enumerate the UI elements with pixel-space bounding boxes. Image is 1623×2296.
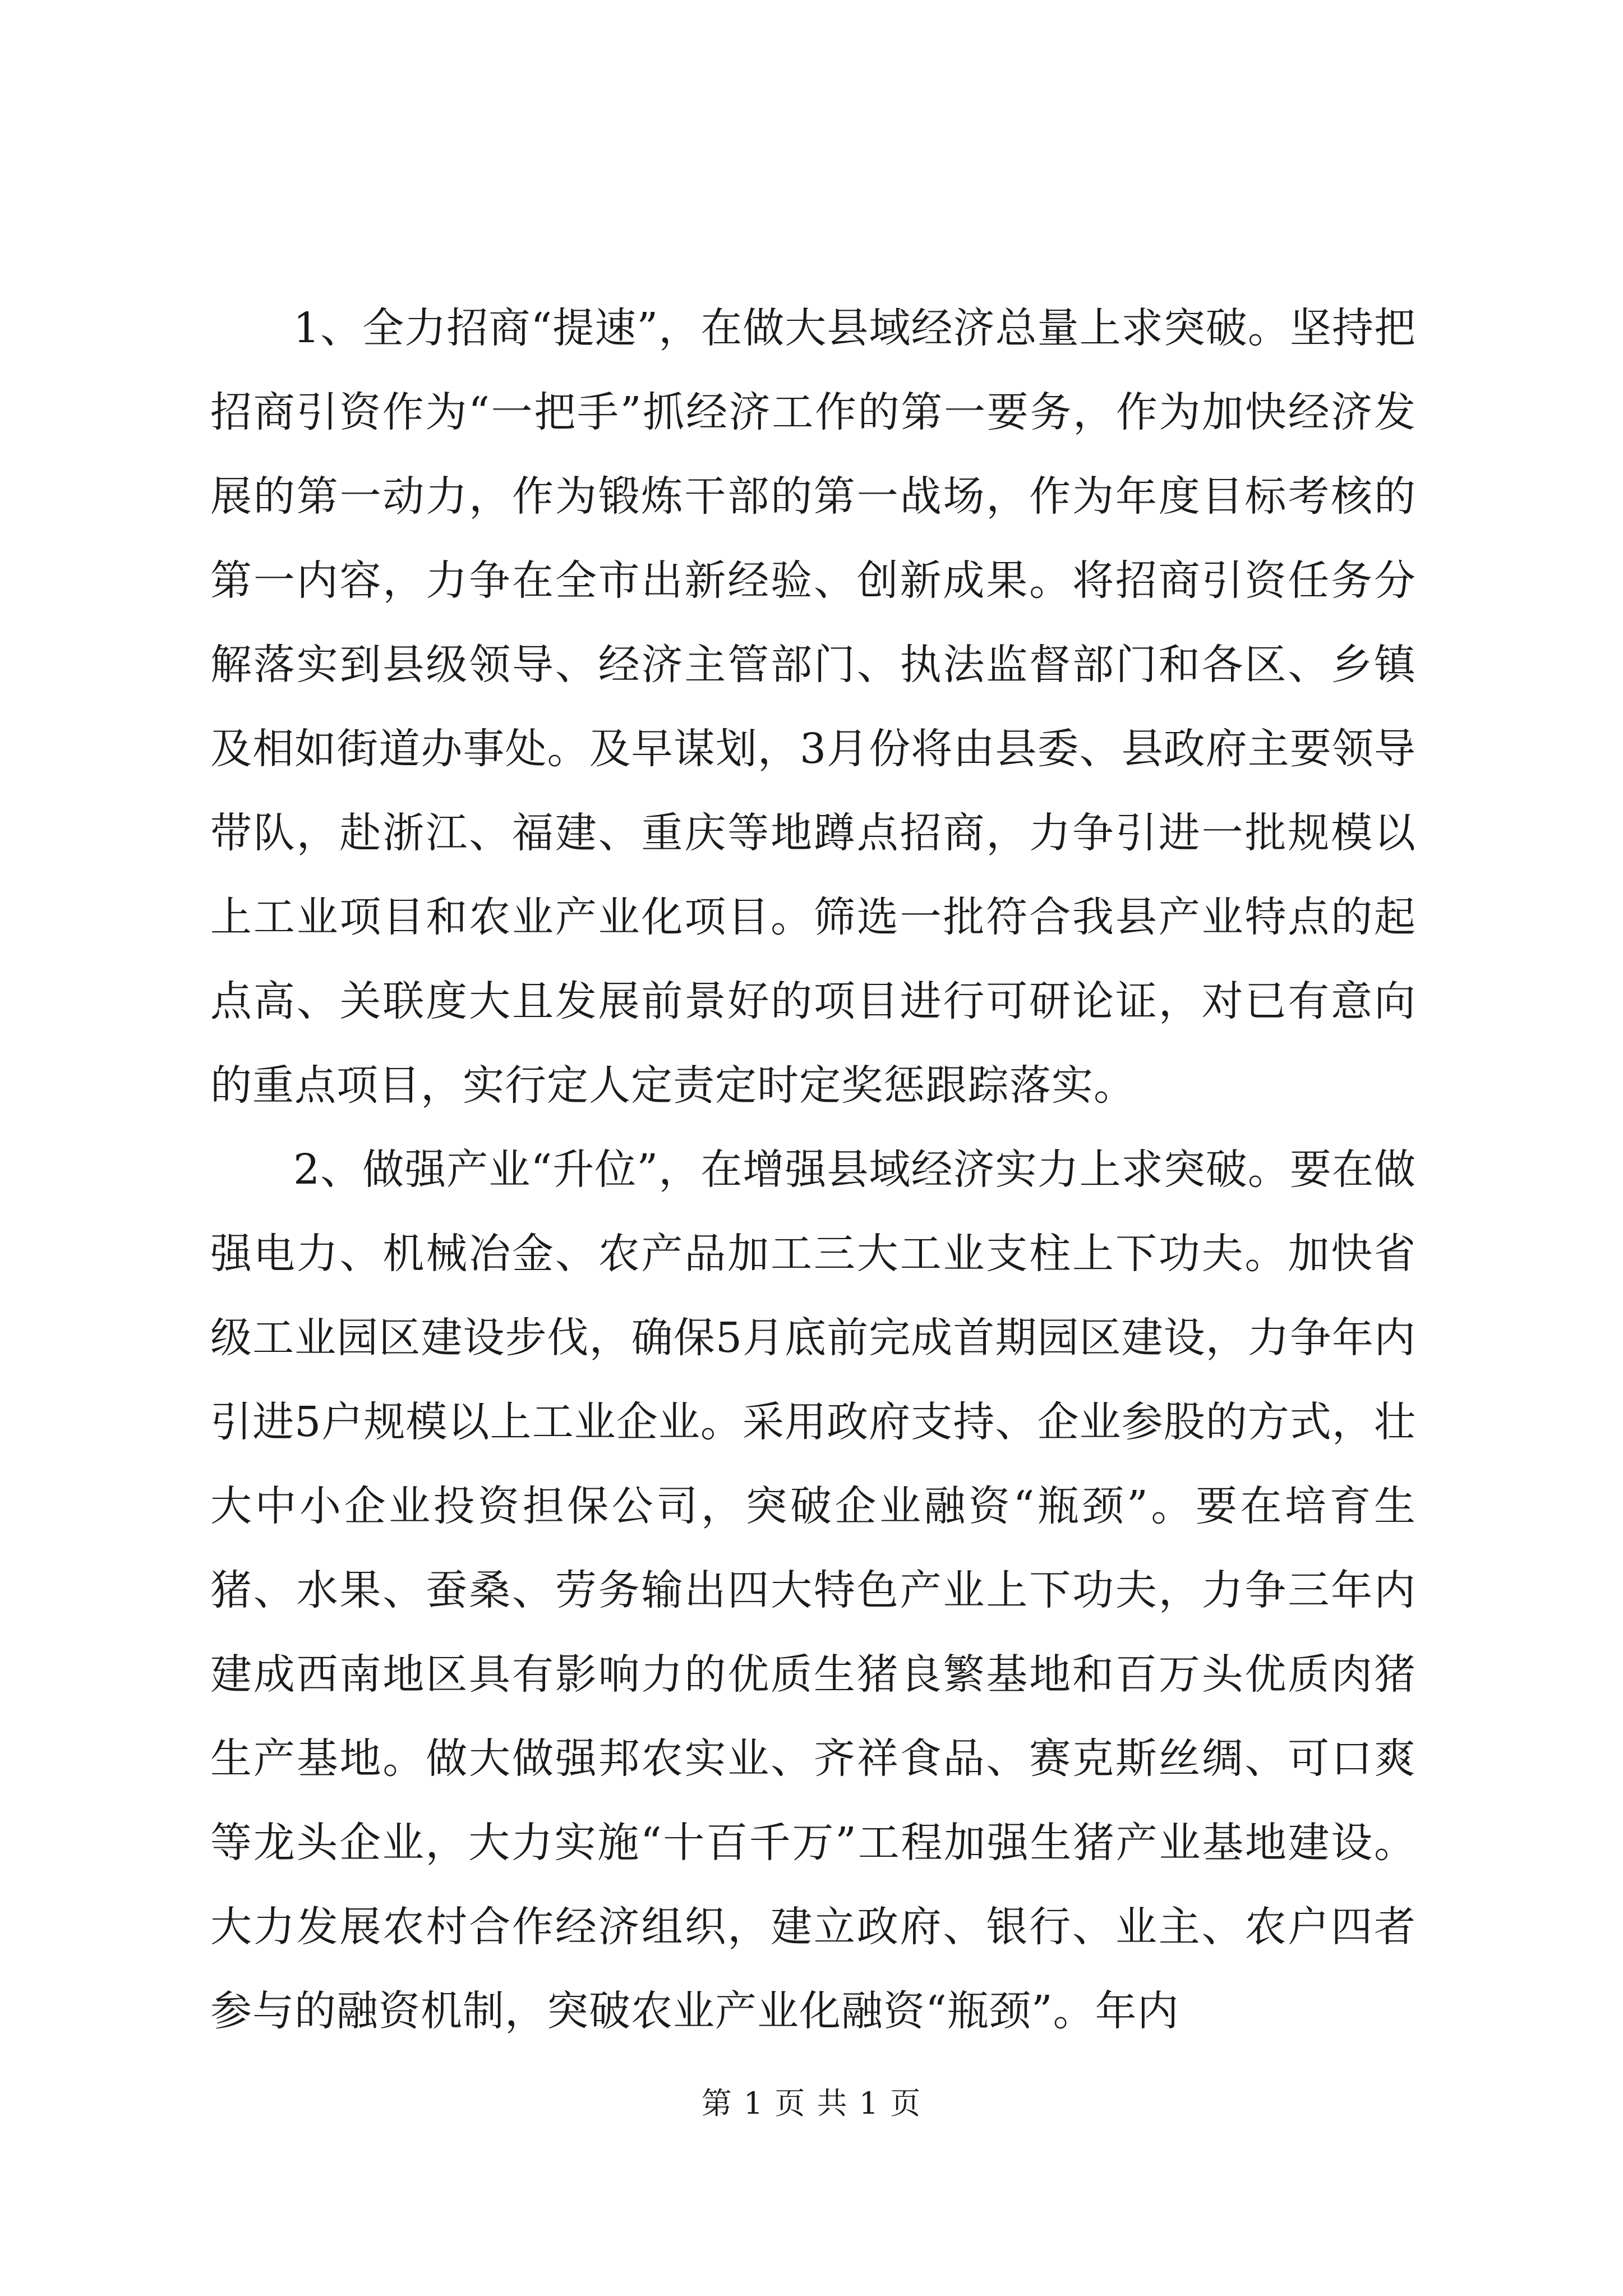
document-body <box>210 286 1416 2053</box>
paragraph-1: 1、全力招商“提速”，在做大县域经济总量上求突破。坚持把招商引资作为“一把手”抓经济工作的第一要务，作为加快经济发展的第一动力，作为锻炼干部的第一战场，作为年度目标考核的第一内容，力争在全市出新经验、创新成果。将招商引资任务分解落实到县级领导、经济主管部门、执法监督部门和各区、乡镇及相如街道办事处。及早谋划，3月份将由县委、县政府主要领导带队，赴浙江、福建、重庆等地蹲点招商，力争引进一批规模以上工业项目和农业产业化项目。筛选一批符合我县产业特点的起点高、关联度大且发展前景好的项目进行可研论证，对已有意向的重点项目，实行定人定责定时定奖惩跟踪落实。 <box>210 304 1416 1110</box>
page-number-footer: 第 1 页 共 1 页 <box>701 2086 922 2121</box>
paragraph-2: 2、做强产业“升位”，在增强县域经济实力上求突破。要在做强电力、机械冶金、农产品加工三大工业支柱上下功夫。加快省级工业园区建设步伐，确保5月底前完成首期园区建设，力争年内引进5户规模以上工业企业。采用政府支持、企业参股的方式，壮大中小企业投资担保公司，突破企业融资“瓶颈”。要在培育生猪、水果、蚕桑、劳务输出四大特色产业上下功夫，力争三年内建成西南地区具有影响力的优质生猪良繁基地和百万头优质肉猪生产基地。做大做强邦农实业、齐祥食品、赛克斯丝绸、可口爽等龙头企业，大力实施“十百千万”工程加强生猪产业基地建设。大力发展农村合作经济组织，建立政府、银行、业主、农户四者参与的融资机制，突破农业产业化融资“瓶颈”。年内 <box>210 1145 1416 2035</box>
